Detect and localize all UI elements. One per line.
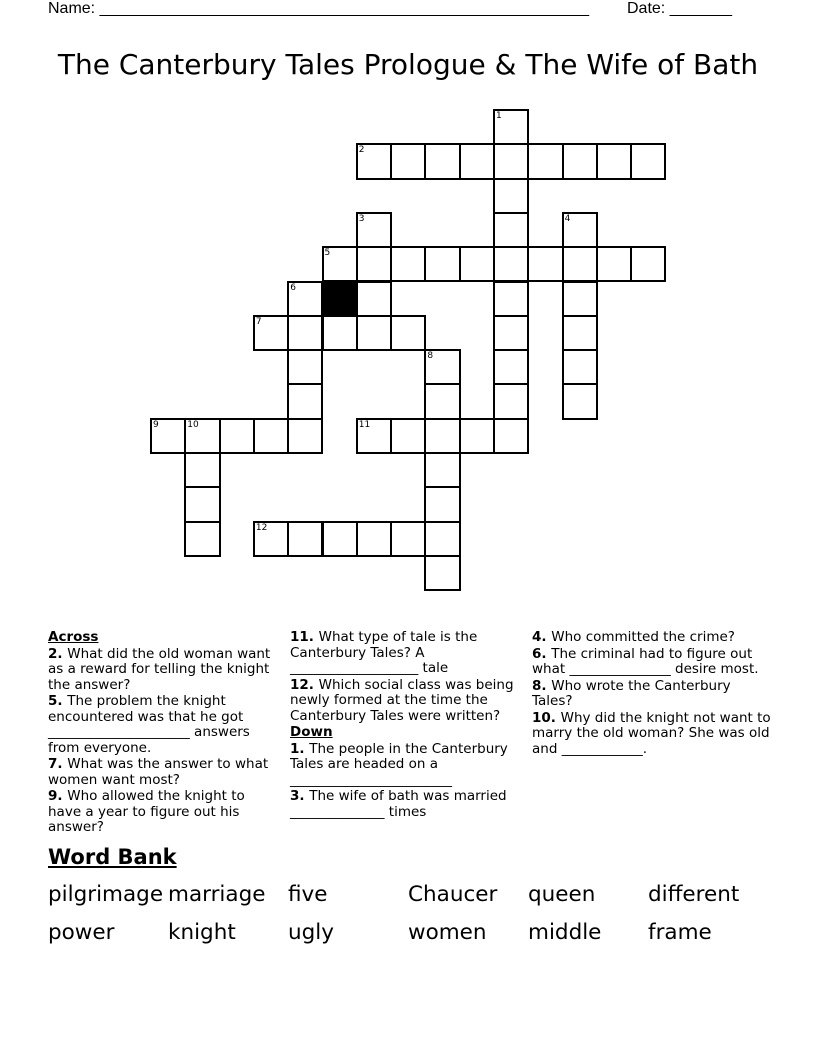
grid-cell[interactable] [493,418,529,454]
word-bank-word: pilgrimage [48,882,164,907]
grid-cell[interactable] [562,383,598,419]
clue-item: 11. What type of tale is the Canterbury Tales? A ___________________ tale [290,629,478,676]
clue-number: 2. [48,645,68,662]
word-bank-word: queen [528,882,596,907]
grid-cell[interactable] [356,281,392,317]
grid-cell[interactable] [459,143,495,179]
clue-number: 12 [255,522,268,533]
grid-cell[interactable] [287,521,323,557]
clue-number: 3 [358,213,365,224]
word-bank-word: five [288,882,328,907]
clue-heading: Down [290,724,333,740]
grid-cell[interactable] [493,315,529,351]
clue-number: 7. [48,756,68,772]
clues-column-1 [48,630,280,837]
clue-item: 4. Who committed the crime? [532,629,735,645]
grid-cell[interactable] [322,521,358,557]
grid-cell[interactable] [562,315,598,351]
word-bank-word: power [48,920,115,945]
clue-number: 9 [153,419,159,430]
clue-number: 8 [427,351,434,362]
grid-cell[interactable] [184,486,220,522]
grid-cell[interactable] [356,246,392,282]
grid-cell[interactable] [493,178,529,214]
grid-cell[interactable] [527,143,563,179]
clues-column-2 [290,630,526,821]
word-bank-word: Chaucer [408,882,498,907]
clue-item: 2. What did the old woman want as a reward for telling the knight the answer? [48,645,271,693]
name-field[interactable]: Name: _______________________________________________________ [48,0,589,17]
grid-cell[interactable] [253,418,289,454]
grid-cell[interactable] [562,349,598,385]
clue-number: 9. [48,788,68,804]
date-field[interactable]: Date: _______ [627,0,732,17]
grid-cell[interactable] [219,418,255,454]
grid-cell[interactable] [390,246,426,282]
grid-cell[interactable] [356,521,392,557]
grid-cell[interactable] [287,315,323,351]
grid-cell[interactable] [493,212,529,248]
clue-heading: Across [48,629,99,645]
grid-cell[interactable] [184,452,220,488]
clue-number: 4. [532,629,552,645]
grid-cell[interactable] [424,143,460,179]
grid-cell[interactable] [390,418,426,454]
grid-cell[interactable] [287,418,323,454]
clue-number: 5. [48,693,68,709]
grid-cell[interactable] [562,246,598,282]
grid-cell[interactable] [390,315,426,351]
grid-cell[interactable] [424,418,460,454]
clue-item: 1. The people in the Canterbury Tales are headed on a ________________________ [290,740,508,788]
page-title: The Canterbury Tales Prologue & The Wife of Bath [57,48,759,81]
clue-item: 7. What was the answer to what women want most? [48,756,269,788]
grid-cell[interactable] [424,383,460,419]
clue-item: 5. The problem the knight encountered was that he got _____________________ answers from everyone. [48,693,250,756]
clue-number: 1 [496,111,502,121]
grid-cell[interactable] [390,521,426,557]
grid-cell[interactable] [424,452,460,488]
word-bank-word: knight [168,920,236,945]
grid-cell[interactable] [287,383,323,419]
grid-cell[interactable] [493,349,529,385]
clue-item: 9. Who allowed the knight to have a year to figure out his answer? [48,788,245,835]
clue-number: 6 [290,282,296,293]
word-bank-word: middle [528,920,602,945]
grid-cell[interactable] [184,521,220,557]
clue-number: 7 [255,316,262,327]
grid-cell[interactable] [630,246,666,282]
grid-cell[interactable] [459,418,495,454]
clues-column-3 [532,630,772,758]
word-bank-title: Word Bank [48,845,177,869]
black-cell [322,281,358,317]
grid-cell[interactable] [424,555,460,591]
grid-cell[interactable] [424,521,460,557]
clue-number: 3. [290,788,310,804]
clue-number: 10 [187,419,199,430]
grid-cell[interactable] [424,246,460,282]
clue-number: 5 [324,248,331,259]
grid-cell[interactable] [287,349,323,385]
clue-number: 10. [532,709,561,726]
clue-number: 12. [290,676,319,693]
grid-cell[interactable] [527,246,563,282]
clue-number: 8. [532,677,552,694]
grid-cell[interactable] [493,383,529,419]
clue-item: 6. The criminal had to figure out what _______________ desire most. [532,645,759,677]
grid-cell[interactable] [493,246,529,282]
word-bank-word: women [408,920,487,945]
grid-cell[interactable] [493,143,529,179]
word-bank-word: different [648,882,740,907]
grid-cell[interactable] [356,315,392,351]
clue-item: 8. Who wrote the Canterbury Tales? [532,677,731,709]
clue-number: 2 [358,145,365,156]
grid-cell[interactable] [424,486,460,522]
grid-cell[interactable] [596,143,632,179]
grid-cell[interactable] [459,246,495,282]
word-bank-word: marriage [168,882,266,907]
grid-cell[interactable] [562,143,598,179]
clue-item: 12. Which social class was being newly formed at the time the Canterbury Tales were written? [290,676,514,724]
word-bank-word: frame [648,920,712,945]
grid-cell[interactable] [562,281,598,317]
clue-item: 10. Why did the knight not want to marry the old woman? She was old and ____________. [532,709,771,757]
clue-item: 3. The wife of bath was married ______________ times [290,788,507,820]
word-bank-word: ugly [288,920,334,945]
grid-cell[interactable] [493,281,529,317]
grid-cell[interactable] [390,143,426,179]
clue-number: 11. [290,629,319,645]
clue-number: 1. [290,740,310,757]
grid-cell[interactable] [630,143,666,179]
grid-cell[interactable] [596,246,632,282]
clue-number: 11 [358,419,371,430]
grid-cell[interactable] [322,315,358,351]
clue-number: 4 [564,213,571,224]
clue-number: 6. [532,645,552,662]
